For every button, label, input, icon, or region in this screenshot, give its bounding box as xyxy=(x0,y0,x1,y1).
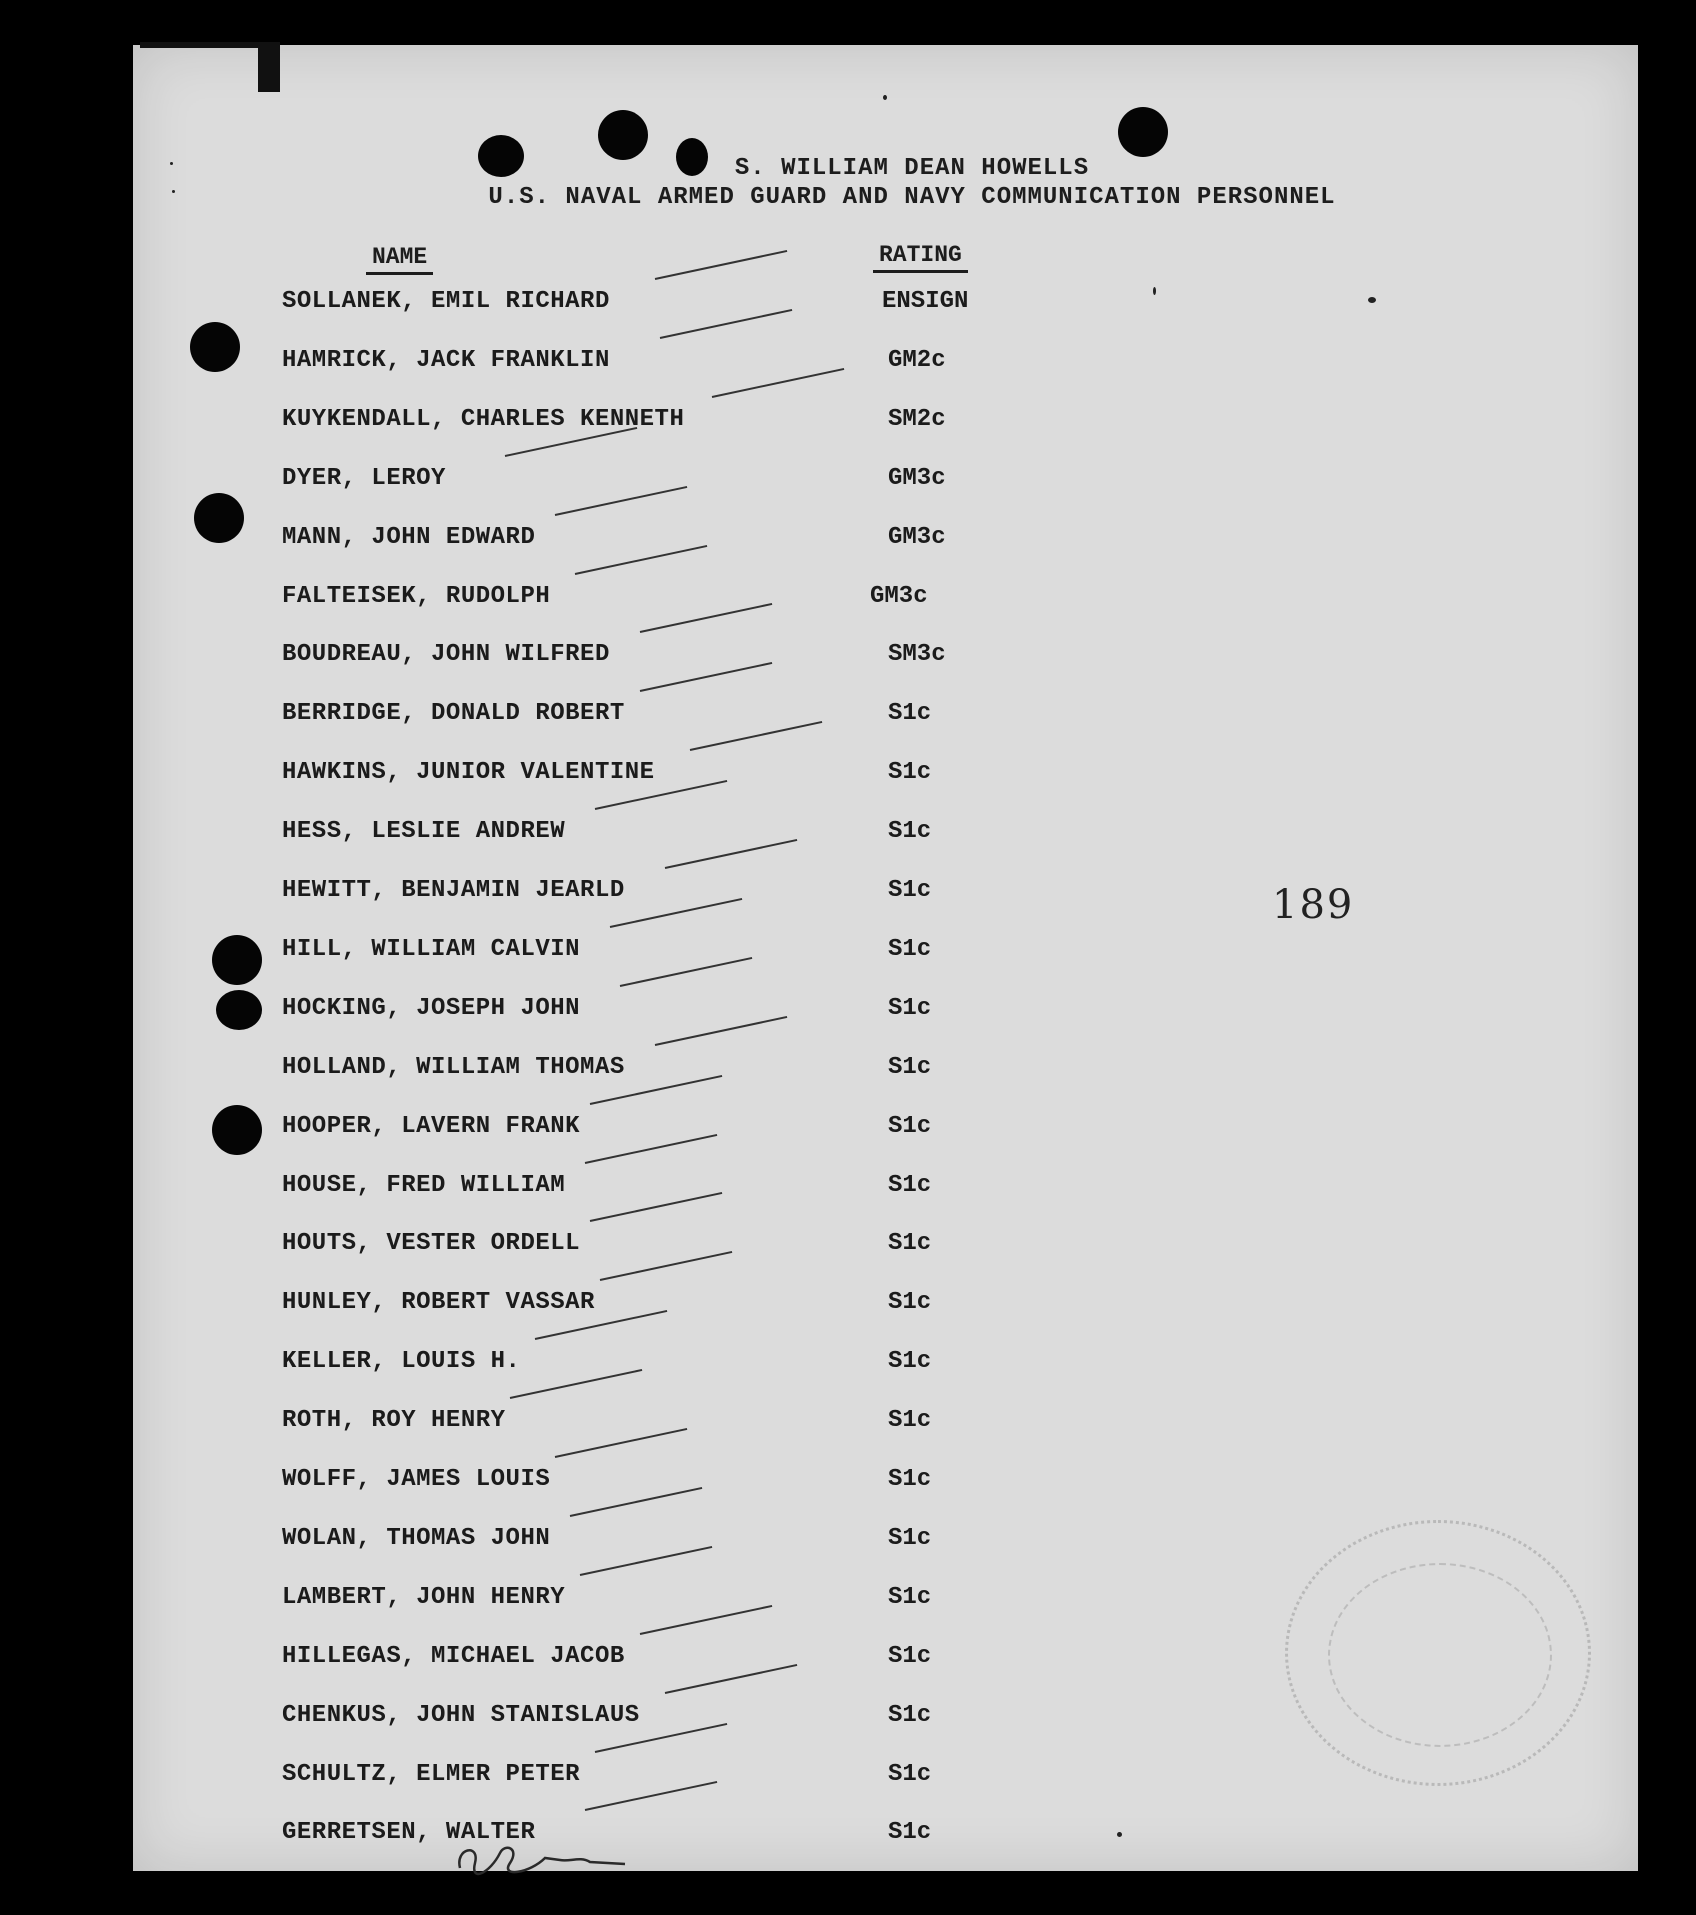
roster-name: WOLAN, THOMAS JOHN xyxy=(282,1524,551,1552)
roster-rating: S1c xyxy=(888,1819,932,1847)
roster-rating: GM3c xyxy=(870,582,928,610)
roster-rating: S1c xyxy=(888,1760,932,1788)
roster-name: BOUDREAU, JOHN WILFRED xyxy=(282,641,610,669)
rating-column-header: RATING xyxy=(873,242,968,273)
roster-rating: S1c xyxy=(888,1642,932,1670)
roster-row xyxy=(0,1407,1696,1447)
roster-name: HILLEGAS, MICHAEL JACOB xyxy=(282,1642,625,1670)
roster-rating: S1c xyxy=(888,1230,932,1258)
roster-row xyxy=(0,641,1696,681)
roster-row xyxy=(0,347,1696,387)
roster-name: HUNLEY, ROBERT VASSAR xyxy=(282,1289,595,1317)
roster-name: WOLFF, JAMES LOUIS xyxy=(282,1466,551,1493)
roster-row xyxy=(0,1113,1696,1153)
roster-name: KUYKENDALL, CHARLES KENNETH xyxy=(282,405,685,433)
roster-row xyxy=(0,877,1696,917)
roster-row xyxy=(0,759,1696,799)
roster-rating: S1c xyxy=(888,1053,932,1081)
roster-rating: S1c xyxy=(888,1466,932,1493)
roster-row xyxy=(0,288,1696,328)
roster-row xyxy=(0,1348,1696,1388)
roster-name: ROTH, ROY HENRY xyxy=(282,1407,506,1435)
roster-row xyxy=(0,1054,1696,1094)
roster-rating: S1c xyxy=(888,1112,932,1140)
roster-row xyxy=(0,700,1696,740)
document-subtitle: U.S. NAVAL ARMED GUARD AND NAVY COMMUNICATION PERSONNEL xyxy=(488,184,1336,211)
roster-name: HILL, WILLIAM CALVIN xyxy=(282,935,581,963)
roster-name: BERRIDGE, DONALD ROBERT xyxy=(282,700,625,728)
roster-name: HEWITT, BENJAMIN JEARLD xyxy=(282,877,625,904)
roster-row xyxy=(0,406,1696,446)
roster-rating: SM3c xyxy=(888,641,946,669)
roster-rating: S1c xyxy=(888,994,932,1022)
roster-name: FALTEISEK, RUDOLPH xyxy=(282,582,551,610)
roster-name: HOCKING, JOSEPH JOHN xyxy=(282,994,581,1022)
roster-rating: S1c xyxy=(888,1407,932,1435)
roster-row xyxy=(0,1819,1696,1859)
roster-rating: S1c xyxy=(888,700,932,728)
roster-row xyxy=(0,936,1696,976)
roster-row xyxy=(0,1230,1696,1270)
roster-name: HESS, LESLIE ANDREW xyxy=(282,818,566,846)
name-column-header: NAME xyxy=(366,244,433,275)
roster-name: HOUTS, VESTER ORDELL xyxy=(282,1230,581,1258)
roster-rating: S1c xyxy=(888,1701,932,1729)
roster-rating: S1c xyxy=(888,1171,932,1199)
roster-row xyxy=(0,1466,1696,1506)
document-title: S. WILLIAM DEAN HOWELLS xyxy=(734,155,1090,182)
roster-rating: S1c xyxy=(888,877,932,904)
roster-row xyxy=(0,818,1696,858)
roster-rating: S1c xyxy=(888,818,932,846)
roster-name: LAMBERT, JOHN HENRY xyxy=(282,1583,566,1611)
roster-name: GERRETSEN, WALTER xyxy=(282,1819,536,1847)
roster-row xyxy=(0,995,1696,1035)
roster-name: SOLLANEK, EMIL RICHARD xyxy=(282,288,610,315)
roster-name: HOUSE, FRED WILLIAM xyxy=(282,1171,566,1199)
roster-rating: S1c xyxy=(888,1583,932,1611)
roster-rating: SM2c xyxy=(888,405,946,433)
roster-name: KELLER, LOUIS H. xyxy=(282,1348,521,1376)
page-number: 189 xyxy=(1272,882,1355,928)
roster-row xyxy=(0,1289,1696,1329)
roster-row xyxy=(0,583,1696,623)
roster-rating: GM2c xyxy=(888,346,946,374)
roster-row xyxy=(0,465,1696,505)
roster-row xyxy=(0,524,1696,564)
roster-name: MANN, JOHN EDWARD xyxy=(282,523,536,551)
roster-name: HOLLAND, WILLIAM THOMAS xyxy=(282,1053,625,1081)
roster-name: CHENKUS, JOHN STANISLAUS xyxy=(282,1701,640,1729)
receipt-stamp xyxy=(1285,1520,1591,1786)
roster-name: HAWKINS, JUNIOR VALENTINE xyxy=(282,759,655,787)
roster-name: HAMRICK, JACK FRANKLIN xyxy=(282,346,610,374)
roster-name: DYER, LEROY xyxy=(282,464,446,492)
roster-rating: S1c xyxy=(888,1524,932,1552)
roster-row xyxy=(0,1172,1696,1212)
roster-rating: S1c xyxy=(888,1348,932,1376)
roster-name: HOOPER, LAVERN FRANK xyxy=(282,1112,581,1140)
roster-rating: S1c xyxy=(888,935,932,963)
roster-rating: GM3c xyxy=(888,523,946,551)
roster-rating: S1c xyxy=(888,759,932,787)
handwritten-initials xyxy=(450,1838,630,1878)
check-tick-mark xyxy=(655,250,787,280)
roster-rating: GM3c xyxy=(888,464,946,492)
roster-name: SCHULTZ, ELMER PETER xyxy=(282,1760,581,1788)
roster-rating: ENSIGN xyxy=(882,288,969,315)
roster-rating: S1c xyxy=(888,1289,932,1317)
